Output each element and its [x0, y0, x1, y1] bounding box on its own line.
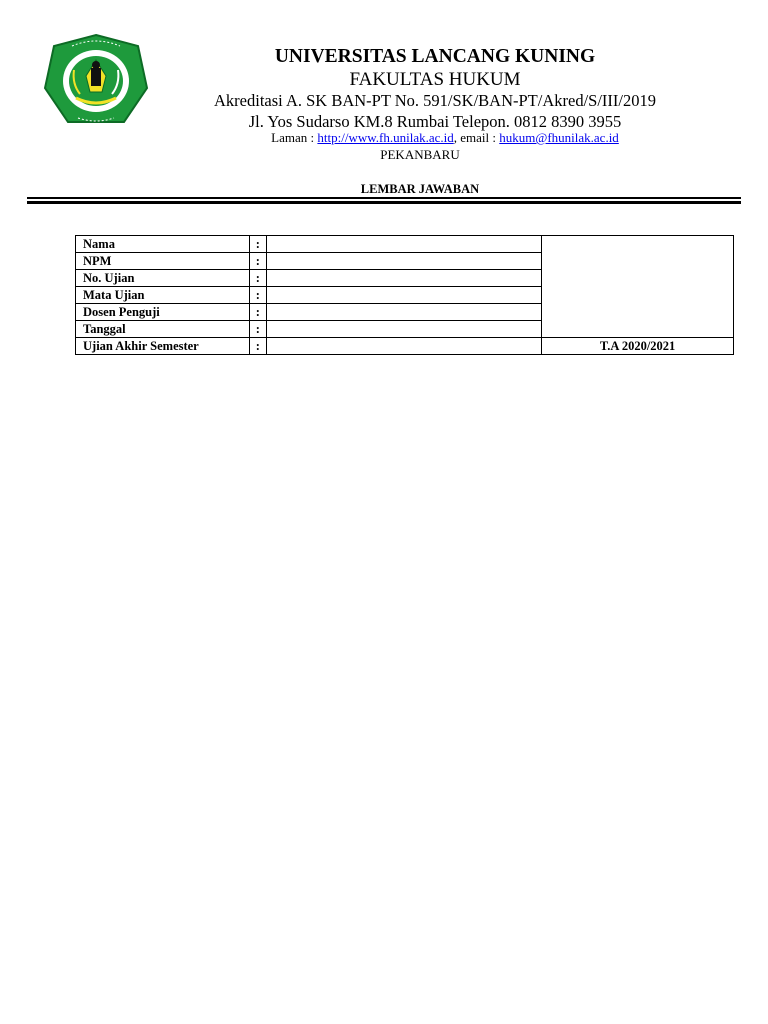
field-value[interactable] — [266, 270, 541, 287]
university-name: UNIVERSITAS LANCANG KUNING — [274, 46, 596, 67]
field-value[interactable] — [266, 321, 541, 338]
field-separator: : — [249, 287, 266, 304]
field-separator: : — [249, 270, 266, 287]
header-divider-thin — [27, 197, 741, 199]
faculty-name: FAKULTAS HUKUM — [349, 69, 521, 90]
field-separator: : — [249, 338, 266, 355]
field-value[interactable] — [266, 253, 541, 270]
field-separator: : — [249, 236, 266, 253]
side-box — [542, 236, 734, 338]
field-value[interactable] — [266, 287, 541, 304]
field-separator: : — [249, 253, 266, 270]
email-label: , email : — [453, 130, 496, 145]
academic-year: T.A 2020/2021 — [542, 338, 734, 355]
laman-label: Laman : — [271, 130, 315, 145]
field-label: NPM — [76, 253, 250, 270]
table-row — [76, 338, 734, 355]
header-divider-thick — [27, 201, 741, 204]
student-info-table — [75, 235, 734, 355]
field-value[interactable] — [266, 304, 541, 321]
document-title: LEMBAR JAWABAN — [360, 182, 480, 196]
contact-line — [160, 130, 730, 146]
field-label: Nama — [76, 236, 250, 253]
field-label: Dosen Penguji — [76, 304, 250, 321]
address-line: Jl. Yos Sudarso KM.8 Rumbai Telepon. 0812 8390 3955 — [248, 112, 622, 131]
field-value[interactable] — [266, 236, 541, 253]
accreditation-line: Akreditasi A. SK BAN-PT No. 591/SK/BAN-PT/Akred/S/III/2019 — [214, 91, 656, 110]
field-separator: : — [249, 321, 266, 338]
email-link[interactable]: hukum@fhunilak.ac.id — [499, 130, 619, 145]
university-logo — [42, 32, 150, 130]
table-row — [76, 236, 734, 253]
field-label: Tanggal — [76, 321, 250, 338]
field-separator: : — [249, 304, 266, 321]
city-line: PEKANBARU — [380, 147, 460, 162]
field-label: Ujian Akhir Semester — [76, 338, 250, 355]
website-link[interactable]: http://www.fh.unilak.ac.id — [317, 130, 454, 145]
field-label: Mata Ujian — [76, 287, 250, 304]
field-label: No. Ujian — [76, 270, 250, 287]
field-value[interactable] — [266, 338, 541, 355]
